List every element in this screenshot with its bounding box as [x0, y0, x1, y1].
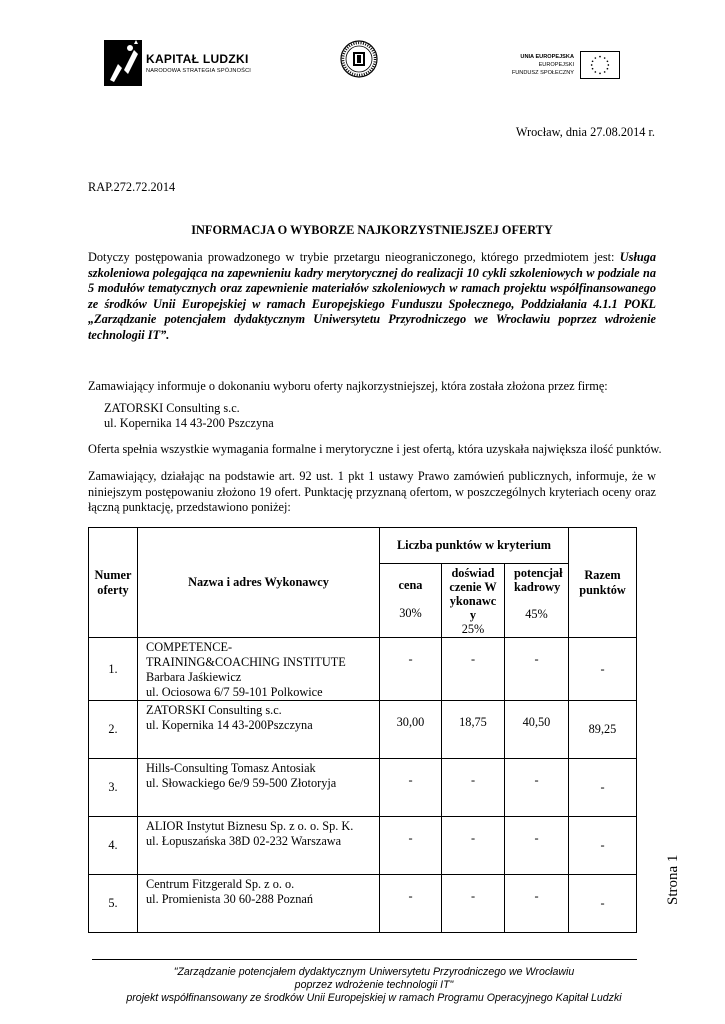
document-title: INFORMACJA O WYBORZE NAJKORZYSTNIEJSZEJ OFERTY [191, 223, 553, 237]
contractor-line: ul. Ociosowa 6/7 59-101 Polkowice [146, 685, 323, 699]
row-price-points: - [380, 817, 442, 875]
header-staff-weight: 45% [525, 607, 548, 621]
table-row [89, 875, 637, 933]
row-number: 3. [89, 759, 138, 817]
header-experience: doświadczenie Wykonawcy [449, 566, 497, 622]
header-price: cena [398, 578, 423, 592]
row-contractor [138, 759, 380, 817]
header-staff-cell [505, 564, 569, 638]
header-total: Razem punktów [569, 528, 637, 638]
row-total-points: 89,25 [569, 701, 637, 759]
row-total-points: - [569, 875, 637, 933]
row-number: 2. [89, 701, 138, 759]
row-staff-points: - [505, 817, 569, 875]
row-experience-points: - [442, 875, 505, 933]
contractor-line: Centrum Fitzgerald Sp. z o. o. [146, 877, 295, 891]
row-total-points: - [569, 759, 637, 817]
results-rows [89, 638, 637, 933]
eu-label-line3: FUNDUSZ SPOŁECZNY [511, 70, 574, 76]
contractor-line: ul. Promienista 30 60-288 Poznań [146, 892, 314, 906]
row-contractor [138, 817, 380, 875]
row-contractor [138, 638, 380, 701]
contractor-line: TRAINING&COACHING INSTITUTE [146, 655, 346, 669]
eu-label-line2: EUROPEJSKI [538, 62, 574, 68]
contractor-line: Hills-Consulting Tomasz Antosiak [146, 761, 316, 775]
eu-label-line1: UNIA EUROPEJSKA [520, 54, 574, 60]
table-row [89, 638, 637, 701]
table-row [89, 701, 637, 759]
place-date: Wrocław, dnia 27.08.2014 r. [515, 125, 655, 139]
contractor-line: Barbara Jaśkiewicz [146, 670, 242, 684]
page-label: Strona 1 [665, 854, 681, 905]
contractor-line: ALIOR Instytut Biznesu Sp. z o. o. Sp. K. [146, 819, 354, 833]
row-experience-points: - [442, 638, 505, 701]
row-contractor [138, 875, 380, 933]
footer-line1: "Zarządzanie potencjałem dydaktycznym Uniwersytetu Przyrodniczego we Wrocławiu [173, 966, 575, 978]
table-row [89, 817, 637, 875]
row-staff-points: - [505, 759, 569, 817]
header-name: Nazwa i adres Wykonawcy [138, 528, 380, 638]
results-table [88, 527, 637, 933]
header-price-cell [380, 564, 442, 638]
row-contractor [138, 701, 380, 759]
university-seal-icon [340, 40, 378, 78]
contractor-line: ZATORSKI Consulting s.c. [146, 703, 282, 717]
row-price-points: - [380, 638, 442, 701]
intro-emphasis: Usługa szkoleniowa polegająca na zapewnieniu kadry merytorycznej do realizacji 10 cykli szkoleniowych w podziale na 5 modułów tematycznych oraz zapewnienie materiałów szkoleniowych w ramach projektu współfinansowanego ze środków Unii Europejskiej w ramach Europejskiego Funduszu Społecznego, Poddziałania 4.1.1 POKL „Zarządzanie potencjałem dydaktycznym Uniwersytetu Przyrodniczego we Wrocławiu poprzez wdrożenie technologii IT”. [88, 250, 656, 342]
meets-requirements-text: Oferta spełnia wszystkie wymagania formalne i merytoryczne i jest ofertą, która uzyskała największa ilość punktów. [88, 442, 662, 456]
logo-subtitle: NARODOWA STRATEGIA SPÓJNOŚCI [146, 68, 252, 74]
inform-text: Zamawiający informuje o dokonaniu wyboru oferty najkorzystniejszej, która została złożona przez firmę: [88, 379, 608, 393]
table-row [89, 759, 637, 817]
row-experience-points: - [442, 759, 505, 817]
header-experience-cell [442, 564, 505, 638]
row-total-points: - [569, 638, 637, 701]
contractor-line: ul. Kopernika 14 43-200Pszczyna [146, 718, 313, 732]
reference-number: RAP.272.72.2014 [88, 180, 176, 194]
intro-plain: Dotyczy postępowania prowadzonego w trybie przetargu nieograniczonego, którego przedmiotem jest: [88, 250, 620, 264]
winner-name: ZATORSKI Consulting s.c. [104, 401, 240, 415]
row-price-points: 30,00 [380, 701, 442, 759]
winner-address: ul. Kopernika 14 43-200 Pszczyna [104, 416, 274, 430]
page-label-wrap [665, 854, 715, 922]
row-staff-points: 40,50 [505, 701, 569, 759]
intro-paragraph [88, 250, 656, 343]
row-experience-points: 18,75 [442, 701, 505, 759]
scoring-paragraph: Zamawiający, działając na podstawie art. 92 ust. 1 pkt 1 ustawy Prawo zamówień publicznych, informuje, że w niniejszym postępowaniu złożono 19 ofert. Punktację przyznaną ofertom, w poszczególnych kryteriach oceny oraz łączną punktację, przedstawiono poniżej: [88, 469, 656, 514]
contractor-line: COMPETENCE- [146, 640, 233, 654]
contractor-line: ul. Łopuszańska 38D 02-232 Warszawa [146, 834, 342, 848]
row-experience-points: - [442, 817, 505, 875]
row-price-points: - [380, 875, 442, 933]
footer-line3: projekt współfinansowany ze środków Unii Europejskiej w ramach Programu Operacyjnego Kapitał Ludzki [126, 992, 622, 1004]
row-number: 4. [89, 817, 138, 875]
row-number: 5. [89, 875, 138, 933]
footer-divider [92, 959, 637, 960]
logo-title: KAPITAŁ LUDZKI [146, 52, 249, 66]
row-price-points: - [380, 759, 442, 817]
row-staff-points: - [505, 638, 569, 701]
header-criteria-group: Liczba punktów w kryterium [380, 528, 569, 564]
eu-flag-icon [580, 51, 620, 79]
row-number: 1. [89, 638, 138, 701]
row-staff-points: - [505, 875, 569, 933]
footer-line2: poprzez wdrożenie technologii IT" [294, 979, 454, 991]
header-staff: potencjał kadrowy [514, 566, 563, 594]
header-number: Numer oferty [89, 528, 138, 638]
contractor-line: ul. Słowackiego 6e/9 59-500 Złotoryja [146, 776, 337, 790]
row-total-points: - [569, 817, 637, 875]
header-experience-weight: 25% [461, 622, 485, 636]
header-price-weight: 30% [399, 606, 422, 620]
